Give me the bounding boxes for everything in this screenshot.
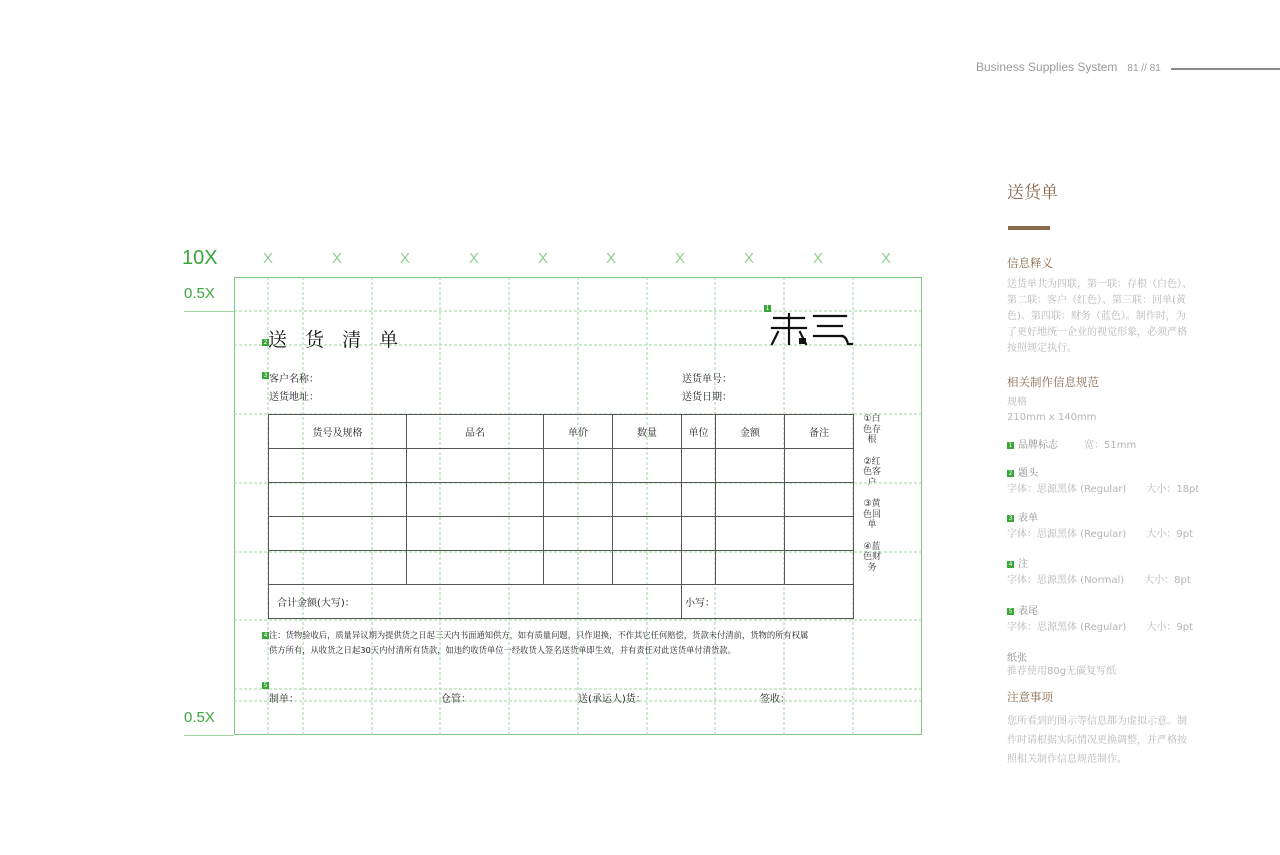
- notice-heading: 注意事项: [1007, 690, 1053, 704]
- column-header: 品名: [407, 415, 544, 449]
- marker-4: 4: [263, 632, 268, 639]
- table-cell[interactable]: [716, 483, 785, 517]
- item-label: 题头: [1018, 468, 1038, 479]
- goods-table: [268, 414, 854, 619]
- scale-label-margin-top: 0.5X: [184, 285, 215, 302]
- item-detail: 字体：思源黑体 (Regular) 大小：9pt: [1007, 529, 1193, 540]
- table-header-row: [269, 415, 854, 449]
- notice-text: 您所看到的图示等信息都为虚拟示意。制作时请根据实际情况更换调整，并严格按照相关制作信息规范制作。: [1007, 716, 1187, 765]
- table-cell[interactable]: [682, 483, 716, 517]
- item-detail: 宽：51mm: [1084, 440, 1137, 451]
- table-cell[interactable]: [269, 517, 407, 551]
- title-underline: [1008, 226, 1050, 230]
- item-number: 3: [1008, 515, 1013, 522]
- table-cell[interactable]: [682, 551, 716, 585]
- form-title: 送 货 清 单: [268, 329, 405, 351]
- spec-heading: 相关制作信息规范: [1007, 375, 1099, 389]
- table-cell[interactable]: [407, 551, 544, 585]
- info-heading: 信息释义: [1007, 256, 1053, 270]
- footer-warehouse: 仓管：: [441, 694, 471, 705]
- total-amount-label: 合计金额(大写)：: [269, 585, 682, 619]
- column-header: 金额: [716, 415, 785, 449]
- x-mark: X: [538, 250, 549, 267]
- table-cell[interactable]: [269, 449, 407, 483]
- table-cell[interactable]: [613, 551, 682, 585]
- table-cell[interactable]: [269, 551, 407, 585]
- note-line-1: 注：货物验收后，质量异议期为提供货之日起三天内书面通知供方，如有质量问题，只作退换，不作其它任何赔偿，货款未付清前，货物的所有权属: [269, 630, 809, 640]
- scale-label-margin-bottom: 0.5X: [184, 709, 215, 726]
- marker-1: 1: [765, 305, 770, 312]
- table-cell[interactable]: [544, 449, 613, 483]
- table-cell[interactable]: [613, 449, 682, 483]
- delivery-number-label: 送货单号：: [682, 374, 732, 385]
- marker-2: 2: [263, 339, 268, 346]
- x-mark: X: [744, 250, 755, 267]
- x-mark: X: [332, 250, 343, 267]
- marker-5: 5: [263, 682, 268, 689]
- item-detail: 字体：思源黑体 (Regular) 大小：9pt: [1007, 622, 1193, 633]
- table-row: [269, 449, 854, 483]
- copies-legend: [862, 414, 882, 584]
- item-label: 表尾: [1018, 606, 1038, 617]
- table-cell[interactable]: [716, 449, 785, 483]
- page-number: 81 // 81: [1127, 63, 1161, 74]
- item-detail: 字体：思源黑体 (Regular) 大小：18pt: [1007, 484, 1200, 495]
- item-number: 2: [1008, 470, 1013, 477]
- brand-logo: [770, 312, 854, 348]
- table-cell[interactable]: [613, 483, 682, 517]
- copy-label-yellow: ③黄色回单: [862, 499, 881, 530]
- footer-prepared-by: 制单：: [269, 694, 299, 705]
- small-amount-label: 小写：: [682, 585, 854, 619]
- delivery-address-label: 送货地址：: [269, 392, 319, 403]
- size-label: 规格: [1007, 397, 1027, 408]
- delivery-date-label: 送货日期：: [682, 392, 732, 403]
- table-cell[interactable]: [407, 449, 544, 483]
- size-value: 210mm x 140mm: [1007, 412, 1097, 423]
- table-row: [269, 551, 854, 585]
- total-row: [269, 585, 854, 619]
- column-header: 货号及规格: [269, 415, 407, 449]
- item-label: 表单: [1018, 513, 1038, 524]
- table-row: [269, 483, 854, 517]
- paper-label: 纸张: [1007, 653, 1027, 664]
- table-row: [269, 517, 854, 551]
- copy-label-white: ①白色存根: [862, 414, 881, 445]
- item-detail: 字体：思源黑体 (Normal) 大小：8pt: [1007, 575, 1191, 586]
- x-mark: X: [606, 250, 617, 267]
- copy-label-red: ②红色客户: [862, 456, 881, 488]
- info-text: 送货单共为四联，第一联：存根（白色）、第二联：客户（红色）、第三联：回单(黄色)、第四联：财务（蓝色）。制作时，为了更好地统一企业的视觉形象，必须严格按照规定执行。: [1007, 279, 1192, 354]
- column-header: 数量: [613, 415, 682, 449]
- item-label: 品牌标志: [1018, 440, 1058, 451]
- item-number: 5: [1008, 608, 1013, 615]
- table-cell[interactable]: [269, 483, 407, 517]
- system-name: Business Supplies System: [976, 60, 1118, 74]
- table-cell[interactable]: [716, 517, 785, 551]
- column-header: 单价: [544, 415, 613, 449]
- x-mark: X: [675, 250, 686, 267]
- scale-label-top: 10X: [182, 247, 218, 269]
- header-rule: [1171, 68, 1280, 70]
- table-cell[interactable]: [544, 483, 613, 517]
- table-cell[interactable]: [407, 517, 544, 551]
- column-header: 备注: [785, 415, 854, 449]
- column-header: 单位: [682, 415, 716, 449]
- guide-tick: [184, 311, 234, 312]
- item-number: 1: [1008, 442, 1013, 449]
- paper-value: 推荐使用80g无碳复写纸: [1007, 666, 1117, 677]
- x-mark: X: [263, 250, 274, 267]
- table-cell[interactable]: [407, 483, 544, 517]
- table-cell[interactable]: [785, 517, 854, 551]
- note-line-2: 供方所有，从收货之日起30天内付清所有货款，如违约收货单位一经收货人签名送货单即生效，并有责任对此送货单付清货款。: [269, 645, 736, 655]
- table-cell[interactable]: [716, 551, 785, 585]
- table-cell[interactable]: [613, 517, 682, 551]
- x-mark: X: [881, 250, 892, 267]
- table-cell[interactable]: [544, 551, 613, 585]
- table-cell[interactable]: [544, 517, 613, 551]
- customer-name-label: 客户名称：: [269, 374, 319, 385]
- table-cell[interactable]: [785, 483, 854, 517]
- document-header: [976, 60, 1161, 74]
- spec-item-form: [1007, 511, 1207, 543]
- x-mark: X: [400, 250, 411, 267]
- marker-3: 3: [263, 372, 268, 379]
- spec-item-title: [1007, 466, 1207, 498]
- table-cell[interactable]: [785, 551, 854, 585]
- item-label: 注: [1018, 559, 1028, 570]
- panel-title: 送货单: [1007, 183, 1058, 203]
- table-cell[interactable]: [785, 449, 854, 483]
- footer-carrier: 送(承运人)货：: [578, 694, 646, 705]
- table-cell[interactable]: [682, 449, 716, 483]
- copy-label-blue: ④蓝色财务: [862, 541, 881, 573]
- spec-item-footer: [1007, 604, 1207, 636]
- x-mark: X: [813, 250, 824, 267]
- footer-received: 签收：: [760, 694, 790, 705]
- table-cell[interactable]: [682, 517, 716, 551]
- spec-item-logo: [1007, 438, 1207, 454]
- x-mark: X: [469, 250, 480, 267]
- spec-item-note: [1007, 557, 1207, 589]
- guide-tick: [184, 735, 234, 736]
- item-number: 4: [1008, 561, 1013, 568]
